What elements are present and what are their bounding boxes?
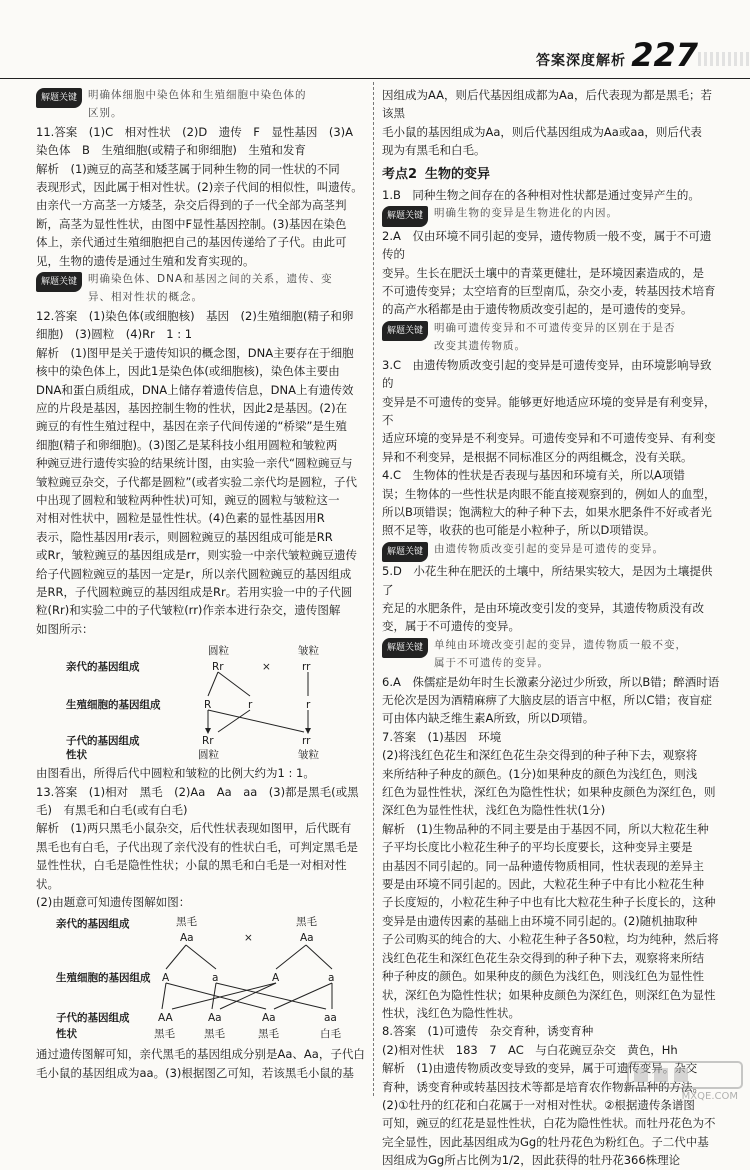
section-heading (382, 166, 722, 184)
gamete: A (272, 972, 280, 985)
row-label-trait: 性状 (56, 1028, 77, 1041)
parent1-genotype: Rr (212, 661, 224, 674)
offspring-genotype: Aa (208, 1012, 222, 1025)
offspring-trait: 白毛 (320, 1028, 341, 1041)
page-number: 227 (631, 36, 698, 74)
q11-analysis: 解析 (1)豌豆的高茎和矮茎属于同种生物的同一性状的不同 表现形式，因此属于相对性状。(2)亲子代间的相似性，叫遗传。 由亲代一方高茎一方矮茎，杂交后得到的子一代全部为高茎判 断，高茎为显性性状，由图中F显性基因控制。(3)基因在染色 体上，亲代通过生殖细胞把自己的基因传递给了子代。由此可 见，生物的遗传是通过生殖和发育实现的。 (36, 161, 363, 268)
key-tip (382, 636, 722, 673)
cross-symbol: × (262, 661, 271, 674)
left-column (36, 86, 369, 1098)
pea-genetic-diagram (36, 642, 369, 764)
key-tip (382, 204, 722, 226)
row-label-parent: 亲代的基因组成 (56, 918, 130, 931)
q4-answer: 4.C 生物体的性状是否表现与基因和环境有关，所以A项错 误；生物体的一些性状是肉眼不能直接观察到的，例如人的血型， 所以B项错误；饱满粒大的种子种下去，如果水肥条件不好或者光 照不足等，收获的也可能是小粒种子，所以D项错误。 (382, 468, 716, 538)
key-tip-text: 明确生物的变异是生物进化的内因。 (434, 207, 619, 220)
parent2-genotype: rr (302, 661, 311, 674)
q12-analysis: 解析 (1)图甲是关于遗传知识的概念图，DNA主要存在于细胞 核中的染色体上，因此1是染色体(或细胞核)，染色体主要由 DNA和蛋白质组成，DNA上储存着遗传信息，DNA上有遗传效 应的片段是基因，基因控制生物的性状，因此2是基因。(2)在 豌豆的有性生殖过程中，基因在亲子代间传递的“桥梁”是生殖 细胞(精子和卵细胞)。(3)图乙是某科技小组用圆粒和皱粒两 种豌豆进行遗传实验的结果统计图，由实验一亲代“圆粒豌豆与 皱粒豌豆杂交，子代都是圆粒”(或者实验二亲代均是圆粒，子代 中出现了圆粒和皱粒两种性状)可知，豌豆的圆粒与皱粒这一 对相对性状中，圆粒是显性性状。(4)色素的显性基因用R 表示，隐性基因用r表示，则圆粒豌豆的基因组成可能是RR 或Rr，皱粒豌豆的基因组成是rr，则实验一中亲代皱粒豌豆遗传 给子代圆粒豌豆的基因一定是r，所以亲代圆粒豌豆的基因组成 是RR，子代圆粒豌豆的基因组成是Rr。若用实验一中的子代圆 粒(Rr)和实验二中的子代皱粒(rr)作亲本进行杂交，遗传图解 如图所示： (36, 345, 357, 636)
row-label-parent: 亲代的基因组成 (66, 661, 140, 674)
gamete: a (328, 972, 335, 985)
key-tip-text: 由遗传物质改变引起的变异是可遗传的变异。 (434, 542, 665, 555)
gamete: r (248, 699, 253, 712)
column-divider (373, 82, 374, 1096)
gamete: R (204, 699, 212, 712)
q13-analysis: 解析 (1)两只黑毛小鼠杂交，后代性状表现如图甲，后代既有 黑毛也有白毛，子代出现了亲代没有的性状白毛，可判定黑毛是 显性性状，白毛是隐性性状；小鼠的黑毛和白毛是一对相对性状。 (2)由题意可知遗传图解如图： (36, 821, 358, 910)
page-header (0, 0, 750, 79)
offspring-genotype: AA (158, 1012, 173, 1025)
q13-tail: 通过遗传图解可知，亲代黑毛的基因组成分别是Aa、Aa，子代白 毛小鼠的基因组成为aa。(3)根据图乙可知，若该黑毛小鼠的基 (36, 1047, 365, 1080)
parent2-trait: 黑毛 (296, 916, 317, 929)
key-tip (36, 270, 369, 307)
offspring-trait: 圆粒 (198, 749, 219, 762)
header-decoration (698, 52, 750, 66)
key-tip-text: 明确体细胞中染色体和生殖细胞中染色体的 区别。 (88, 89, 307, 120)
offspring-genotype: Rr (202, 735, 214, 748)
q11-answer: 11.答案 (1)C 相对性状 (2)D 遗传 F 显性基因 (3)A 染色体 B 生殖细胞(或精子和卵细胞) 生殖和发育 (36, 124, 354, 158)
row-label-gametes: 生殖细胞的基因组成 (56, 972, 151, 985)
watermark-logo (626, 1060, 744, 1090)
offspring-trait: 黑毛 (154, 1028, 175, 1041)
q5-answer: 5.D 小花生种在肥沃的土壤中，所结果实较大，是因为土壤提供了 充足的水肥条件，是由环境改变引发的变异，其遗传物质没有改 变，属于不可遗传的变异。 (382, 564, 713, 634)
offspring-genotype: rr (302, 735, 311, 748)
key-tip (382, 540, 722, 562)
section-number: 考点2 (382, 166, 418, 182)
watermark-site: MXQE.COM (681, 1091, 738, 1102)
parent1-trait: 圆粒 (208, 645, 229, 658)
key-tip-badge: 解题关键 (36, 272, 82, 292)
q12-conclusion: 由图看出，所得后代中圆粒和皱粒的比例大约为1 : 1。 (36, 766, 315, 781)
offspring-genotype: aa (324, 1012, 337, 1025)
offspring-trait: 黑毛 (204, 1028, 225, 1041)
q8-answer: 8.答案 (1)可遗传 杂交育种，诱变育种 (2)相对性状 183 7 AC 与白花豌豆杂交 黄色，Hh 解析 (1)由遗传物质改变导致的变异，属于可遗传变异。杂交 育种，诱变育种或转基因技术等都是培育农作物新品种的方法。 (2)①牡丹的红花和白花属于一对相对性状。②根据遗传条谱图 可知，豌豆的红花是显性性状，白花为隐性性状。而牡丹花色为不 完全显性，因此基因组成为Gg的牡丹花色为粉红色。子二代中基 因组成为Gg所占比例为1/2，因此获得的牡丹花366株理论 (382, 1024, 716, 1168)
key-tip-badge: 解题关键 (382, 206, 428, 226)
key-tip-badge: 解题关键 (382, 321, 428, 341)
gamete: A (162, 972, 170, 985)
watermark-stamp (626, 1060, 744, 1102)
offspring-genotype: Aa (262, 1012, 276, 1025)
key-tip-text: 明确可遗传变异和不可遗传变异的区别在于是否 改变其遗传物质。 (434, 321, 676, 353)
gamete: r (306, 699, 311, 712)
offspring-trait: 黑毛 (258, 1028, 279, 1041)
key-tip (382, 319, 722, 356)
row-label-trait: 性状 (66, 749, 87, 762)
q13-continued: 因组成为AA，则后代基因组成都为Aa，后代表现为都是黑毛；若该黑 毛小鼠的基因组成为Aa，则后代基因组成为Aa或aa，则后代表 现为有黑毛和白毛。 (382, 88, 712, 158)
key-tip-badge: 解题关键 (36, 88, 82, 108)
q3-answer: 3.C 由遗传物质改变引起的变异是可遗传变异，由环境影响导致的 变异是不可遗传的变异。能够更好地适应环境的变异是有利变异，不 适应环境的变异是不利变异。可遗传变异和不可遗传变异、有利变 异和不利变异，是根据不同标准区分的两组概念，没有关联。 (382, 357, 716, 464)
mouse-genetic-diagram (36, 913, 369, 1045)
row-label-offspring: 子代的基因组成 (56, 1012, 130, 1025)
row-label-gametes: 生殖细胞的基因组成 (66, 699, 161, 712)
key-tip-text: 明确染色体、DNA和基因之间的关系，遗传、变 异、相对性状的概念。 (88, 273, 333, 304)
parent2-genotype: Aa (300, 932, 314, 945)
key-tip-badge: 解题关键 (382, 638, 428, 658)
row-label-offspring: 子代的基因组成 (66, 735, 140, 748)
gamete: a (212, 972, 219, 985)
parent1-genotype: Aa (180, 932, 194, 945)
q6-answer: 6.A 侏儒症是幼年时生长激素分泌过少所致，所以B错；醉酒时语 无伦次是因为酒精麻痹了大脑皮层的语言中枢，所以C错；夜盲症 可由体内缺乏维生素A所致，所以D项错。 (382, 674, 720, 726)
section-name: 生物的变异 (425, 166, 491, 182)
parent1-trait: 黑毛 (176, 916, 197, 929)
q2-answer: 2.A 仅由环境不同引起的变异，遗传物质一般不变，属于不可遗传的 变异。生长在肥沃土壤中的青菜更健壮，是环境因素造成的，是 不可遗传变异；太空培育的巨型南瓜，杂交小麦，转基因技术培育 的高产水稻都是由于遗传物质改变引起的，是可遗传的变异。 (382, 228, 716, 317)
q12-answer: 12.答案 (1)染色体(或细胞核) 基因 (2)生殖细胞(精子和卵 细胞) (3)圆粒 (4)Rr 1 : 1 (36, 308, 354, 342)
q13-answer: 13.答案 (1)相对 黑毛 (2)Aa Aa aa (3)都是黑毛(或黑 毛) 有黑毛和白毛(或有白毛) (36, 784, 359, 817)
q7-answer: 7.答案 (1)基因 环境 (2)将浅红色花生和深红色花生杂交得到的种子种下去，观察将 来所结种子种皮的颜色。(1分)如果种皮的颜色为浅红色，则浅 红色为显性性状，深红色为隐性性状；如果种皮颜色为深红色，则 深红色为显性性状，浅红色为隐性性状(1分) 解析 (1)生物品种的不同主要是由于基因不同，所以大粒花生种 子平均长度比小粒花生种子的平均长度要长，这种变异主要是 由基因不同引起的。同一品种遗传物质相同，性状表现的差异主 要是由环境不同引起的。因此，大粒花生种子中有比小粒花生种 子长度短的，小粒花生种子中也有比大粒花生种子长度长的，这种 变异是由遗传因素的基础上由环境不同引起的。(2)随机抽取种 子公司购买的纯合的大、小粒花生种子各50粒，均为纯种，然后将 浅红色花生和深红色花生杂交得到的种子种下去，观察将来所结 种子种皮的颜色。如果种皮的颜色为浅红色，则浅红色为显性性 状，深红色为隐性性状；如果种皮颜色为深红色，则深红色为显性 性状，浅红色为隐性性状。 (382, 729, 719, 1020)
section-title: 答案深度解析 (536, 53, 626, 69)
key-tip (36, 86, 369, 123)
key-tip-badge: 解题关键 (382, 542, 428, 562)
q1-answer: 1.B 同种生物之间存在的各种相对性状都是通过变异产生的。 (382, 188, 700, 203)
offspring-trait: 皱粒 (298, 749, 319, 762)
cross-symbol: × (244, 932, 253, 945)
key-tip-text: 单纯由环境改变引起的变异，遗传物质一般不变， 属于不可遗传的变异。 (434, 638, 688, 670)
parent2-trait: 皱粒 (298, 645, 319, 658)
